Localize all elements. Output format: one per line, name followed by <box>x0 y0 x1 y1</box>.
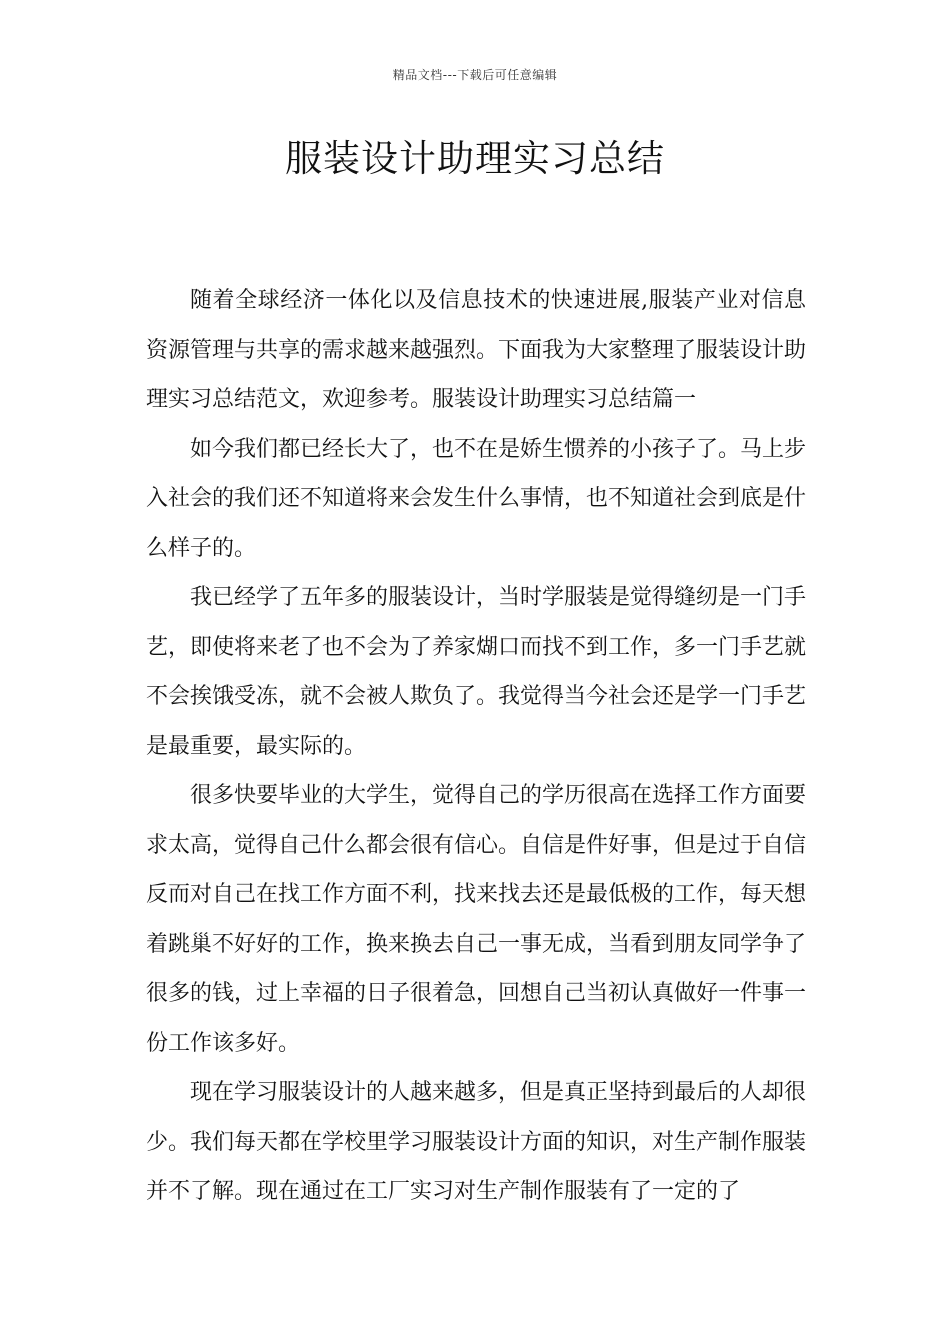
paragraph-3: 我已经学了五年多的服装设计，当时学服装是觉得缝纫是一门手艺，即使将来老了也不会为了养家煳口而找不到工作，多一门手艺就不会挨饿受冻，就不会被人欺负了。我觉得当今社会还是学一门手艺是最重要，最实际的。 <box>146 585 807 759</box>
document-body <box>146 276 806 1217</box>
paragraph-4: 很多快要毕业的大学生，觉得自己的学历很高在选择工作方面要求太高，觉得自己什么都会很有信心。自信是件好事，但是过于自信反而对自己在找工作方面不利，找来找去还是最低极的工作，每天想着跳巢不好好的工作，换来换去自己一事无成，当看到朋友同学争了很多的钱，过上幸福的日子很着急，回想自己当初认真做好一件事一份工作该多好。 <box>146 783 807 1056</box>
page-header: 精品文档---下载后可任意编辑 <box>392 68 558 82</box>
document-title: 服装设计助理实习总结 <box>285 137 665 180</box>
paragraph-2: 如今我们都已经长大了，也不在是娇生惯养的小孩子了。马上步入社会的我们还不知道将来会发生什么事情，也不知道社会到底是什么样子的。 <box>146 436 807 561</box>
paragraph-1: 随着全球经济一体化以及信息技术的快速进展,服装产业对信息资源管理与共享的需求越来越强烈。下面我为大家整理了服装设计助理实习总结范文，欢迎参考。服装设计助理实习总结篇一 <box>146 288 807 412</box>
paragraph-5: 现在学习服装设计的人越来越多，但是真正坚持到最后的人却很少。我们每天都在学校里学习服装设计方面的知识，对生产制作服装并不了解。现在通过在工厂实习对生产制作服装有了一定的了 <box>146 1080 807 1204</box>
